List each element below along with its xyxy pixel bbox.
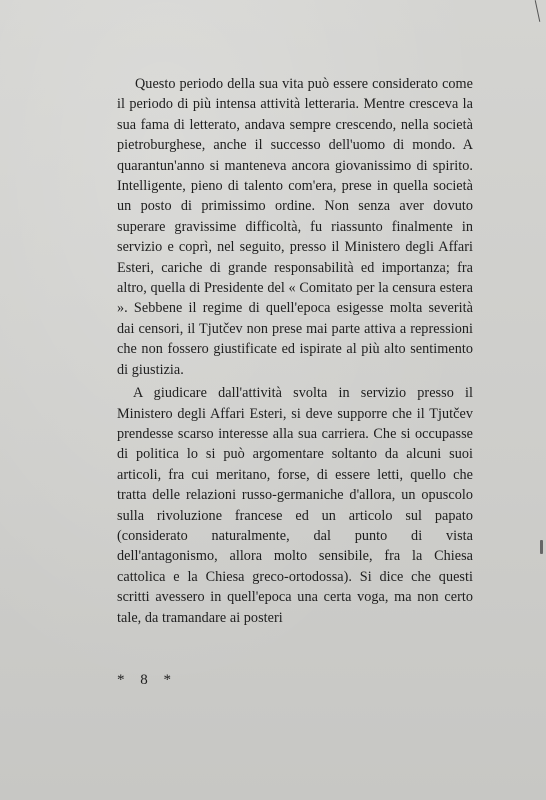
page-number: * 8 * [117, 672, 177, 688]
paragraph-2: A giudicare dall'attività svolta in servizio presso il Ministero degli Affari Esteri, si deve supporre che il Tjutčev prendesse scarso interesse alla sua carriera. Che si occupasse di politica lo si può argomentare soltanto da alcuni suoi articoli, fra cui meritano, forse, di essere letti, quello che tratta delle relazioni russo-germaniche d'allora, un opuscolo sulla rivoluzione francese ed un articolo sul papato (considerato naturalmente, dal punto di vista dell'antagonismo, allora molto sensibile, fra la Chiesa cattolica e la Chiesa greco-ortodossa). Si dice che questi scritti avessero in quell'epoca una certa voga, ma non certo tale, da tramandare ai posteri [117, 385, 473, 626]
paragraph-1: Questo periodo della sua vita può essere considerato come il periodo di più intensa attività letteraria. Mentre cresceva la sua fama di letterato, andava sempre crescendo, nella società pietroburghese, anche il successo dell'uomo di mondo. A quarantun'anno si manteneva ancora giovanissimo di spirito. Intelligente, pieno di talento com'era, prese in quella società un posto di primissimo ordine. Non senza aver dovuto superare gravissime difficoltà, fu riassunto finalmente in servizio e coprì, nel seguito, presso il Ministero degli Affari Esteri, cariche di grande responsabilità ed importanza; fra altro, quella di Presidente del « Comitato per la censura estera ». Sebbene il regime di quell'epoca esigesse molta severità dai censori, il Tjutčev non prese mai parte attiva a repressioni che non fossero giustificate ed ispirate al più alto sentimento di giustizia. [117, 76, 473, 378]
page-edge-mark-side [540, 540, 543, 554]
body-text [117, 74, 473, 631]
page-edge-mark [535, 0, 541, 22]
